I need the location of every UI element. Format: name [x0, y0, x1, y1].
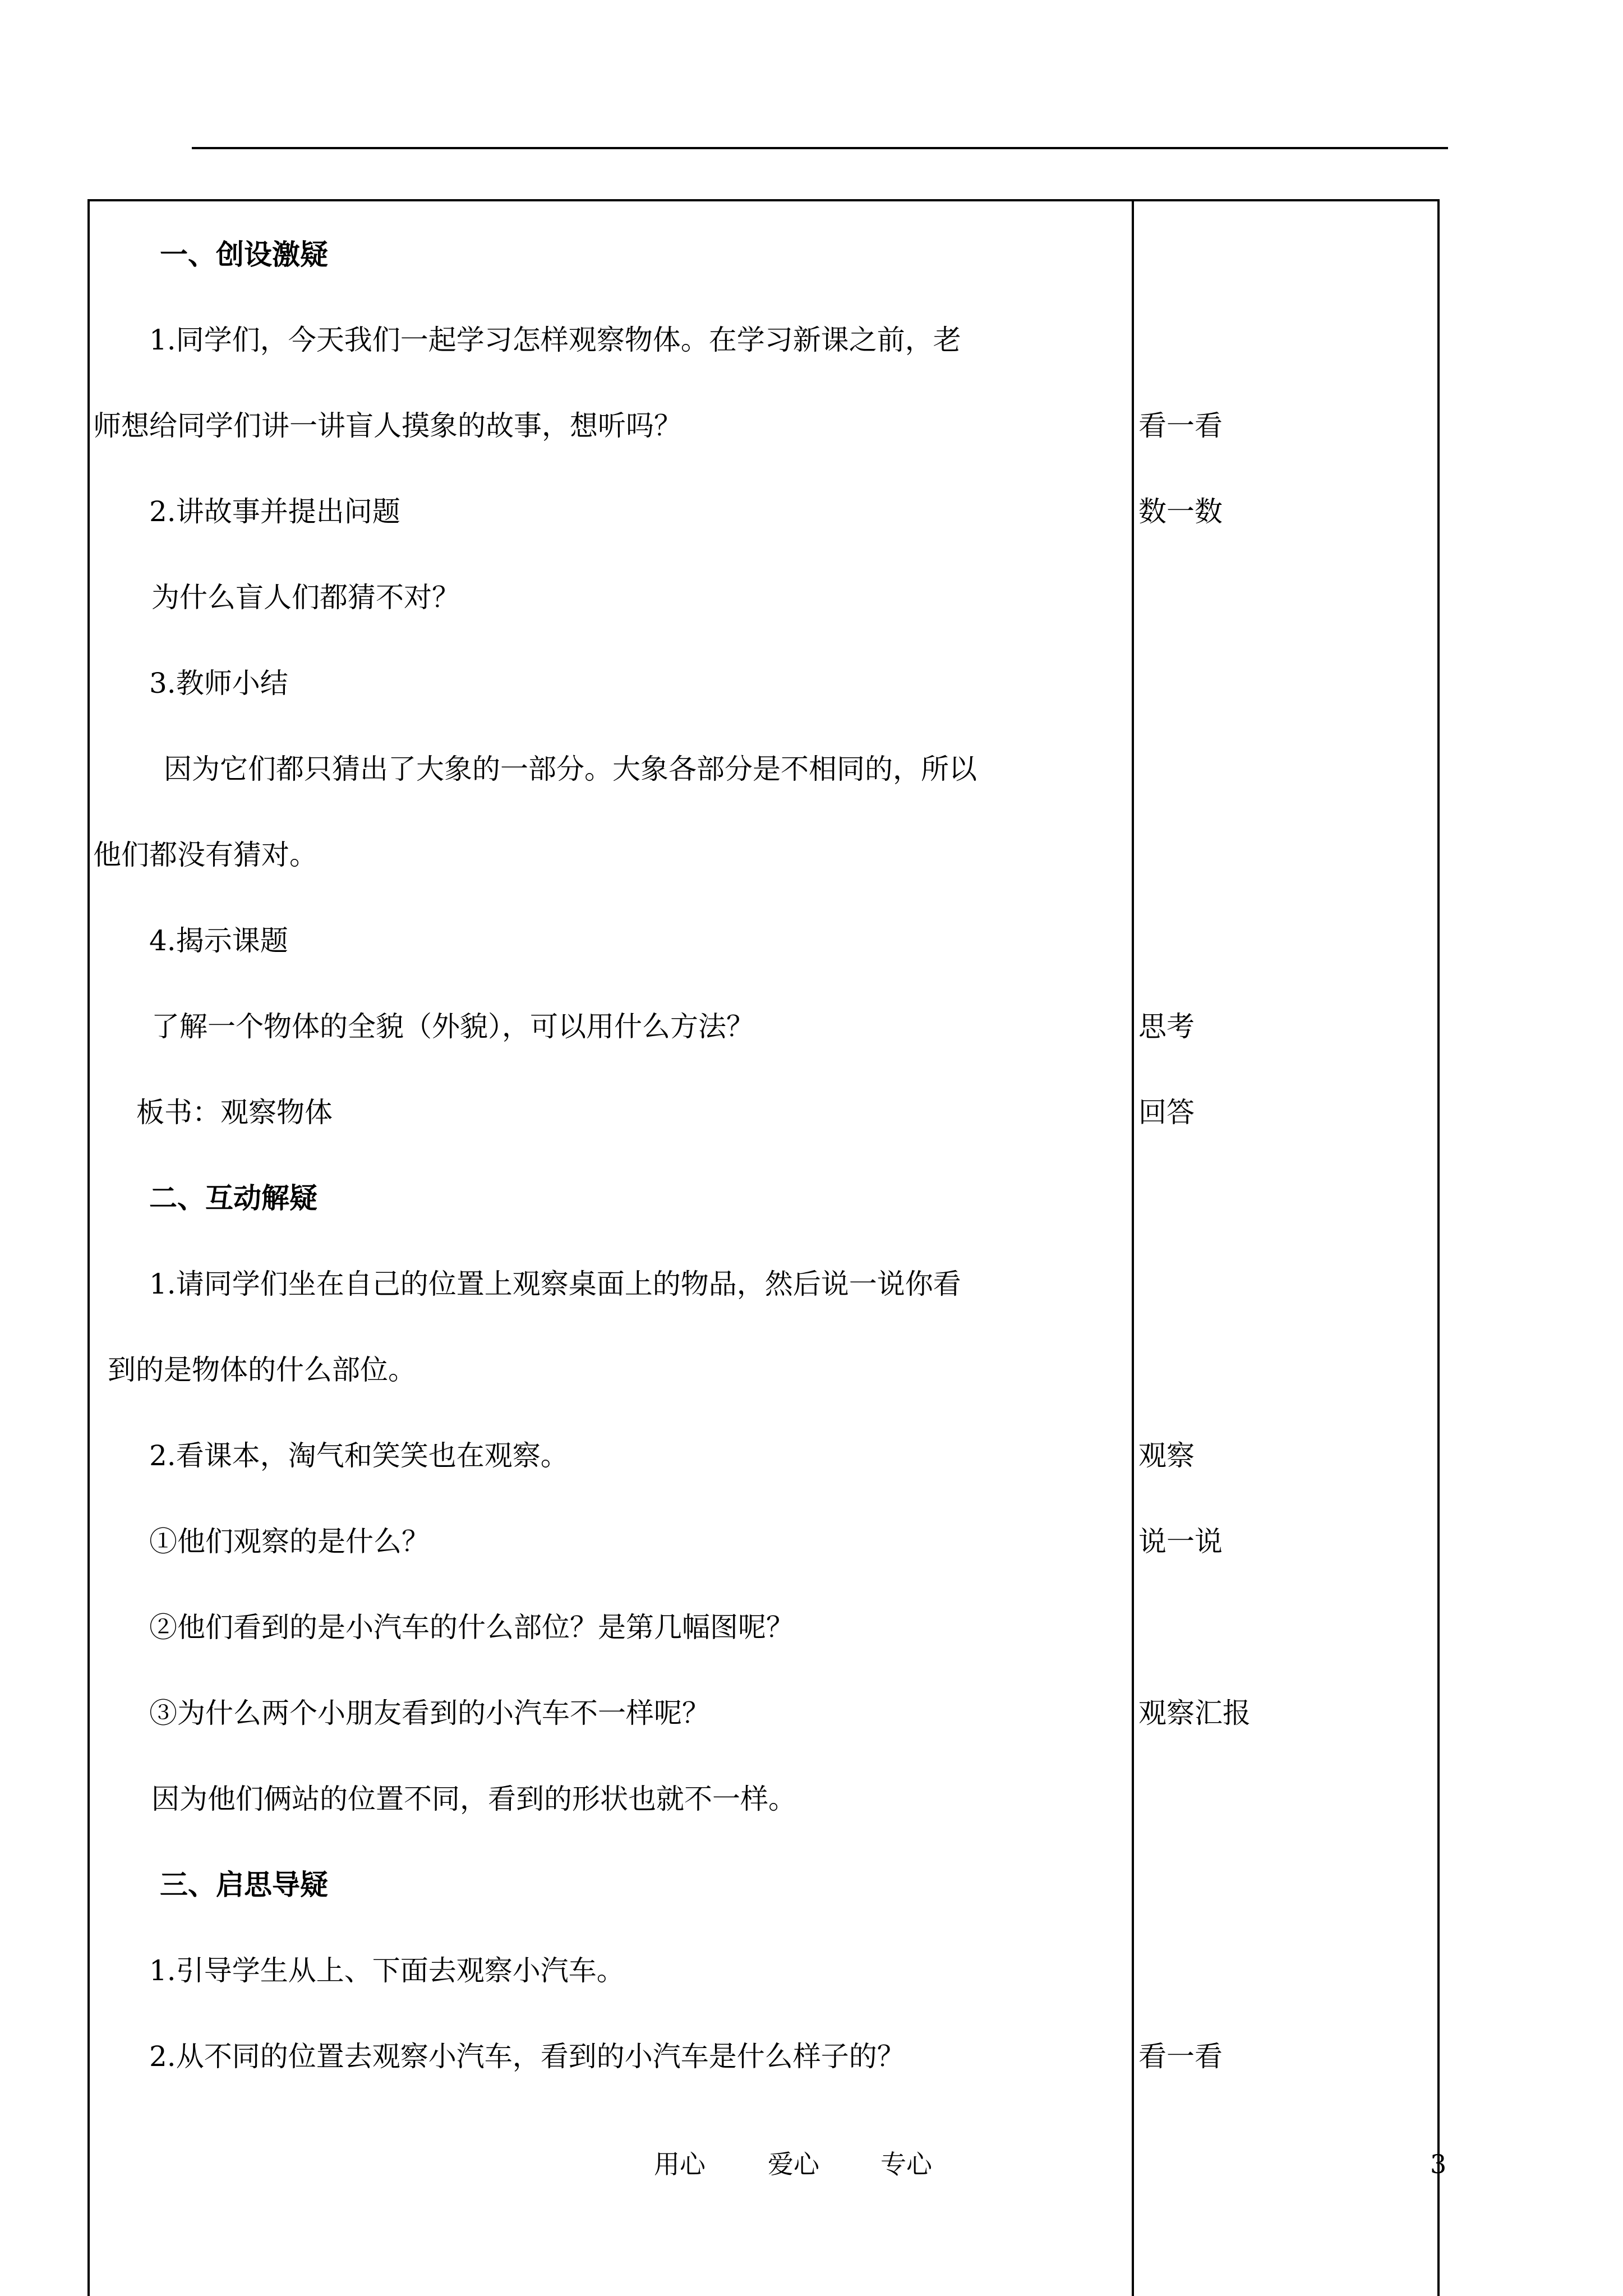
section-2-question-2: ②他们看到的是小汽车的什么部位？是第几幅图呢？: [149, 1611, 794, 1644]
section-3-title: 三、启思导疑: [160, 1868, 328, 1901]
header-rule: [192, 147, 1448, 149]
section-3-para-1: 1.引导学生从上、下面去观察小汽车。: [149, 1954, 625, 1987]
section-3-para-2: 2.从不同的位置去观察小汽车，看到的小汽车是什么样子的？: [149, 2040, 905, 2073]
section-1-title: 一、创设激疑: [160, 238, 328, 271]
side-note-observe: 观察: [1138, 1439, 1195, 1472]
page-number: 3: [1430, 2149, 1447, 2179]
section-2-para-1-line-2: 到的是物体的什么部位。: [108, 1354, 416, 1386]
section-1-para-1-line-2: 师想给同学们讲一讲盲人摸象的故事，想听吗？: [93, 409, 682, 442]
section-1-board-note: 板书：观察物体: [136, 1096, 333, 1129]
section-1-para-4-question: 了解一个物体的全貌（外貌），可以用什么方法？: [151, 1010, 754, 1043]
section-1-question: 为什么盲人们都猜不对？: [151, 581, 460, 614]
section-2-title: 二、互动解疑: [149, 1181, 317, 1214]
side-note-think: 思考: [1138, 1010, 1195, 1043]
section-2-para-1-line-1: 1.请同学们坐在自己的位置上观察桌面上的物品，然后说一说你看: [149, 1268, 961, 1300]
footer-word-1: 用心: [654, 2149, 706, 2179]
section-2-para-2: 2.看课本，淘气和笑笑也在观察。: [149, 1439, 569, 1472]
section-1-para-3-line-2: 他们都没有猜对。: [93, 839, 317, 871]
section-2-question-3: ③为什么两个小朋友看到的小汽车不一样呢？: [149, 1697, 710, 1729]
table-column-divider: [1132, 199, 1134, 2296]
section-1-para-3: 3.教师小结: [149, 667, 288, 700]
side-note-count: 数一数: [1138, 495, 1223, 528]
section-2-question-1: ①他们观察的是什么？: [149, 1525, 430, 1558]
side-note-look-1: 看一看: [1138, 409, 1223, 442]
section-2-answer: 因为他们俩站的位置不同，看到的形状也就不一样。: [151, 1783, 796, 1815]
section-1-para-1-line-1: 1.同学们，今天我们一起学习怎样观察物体。在学习新课之前，老: [149, 324, 961, 356]
side-note-say: 说一说: [1138, 1525, 1223, 1558]
section-1-para-4: 4.揭示课题: [149, 924, 288, 957]
footer-word-2: 爱心: [768, 2149, 819, 2179]
side-note-answer: 回答: [1138, 1096, 1195, 1129]
side-note-look-2: 看一看: [1138, 2040, 1223, 2073]
section-1-para-2: 2.讲故事并提出问题: [149, 495, 400, 528]
side-note-report: 观察汇报: [1138, 1697, 1251, 1729]
section-1-para-3-line-1: 因为它们都只猜出了大象的一部分。大象各部分是不相同的，所以: [164, 753, 977, 785]
footer-word-3: 专心: [880, 2149, 932, 2179]
